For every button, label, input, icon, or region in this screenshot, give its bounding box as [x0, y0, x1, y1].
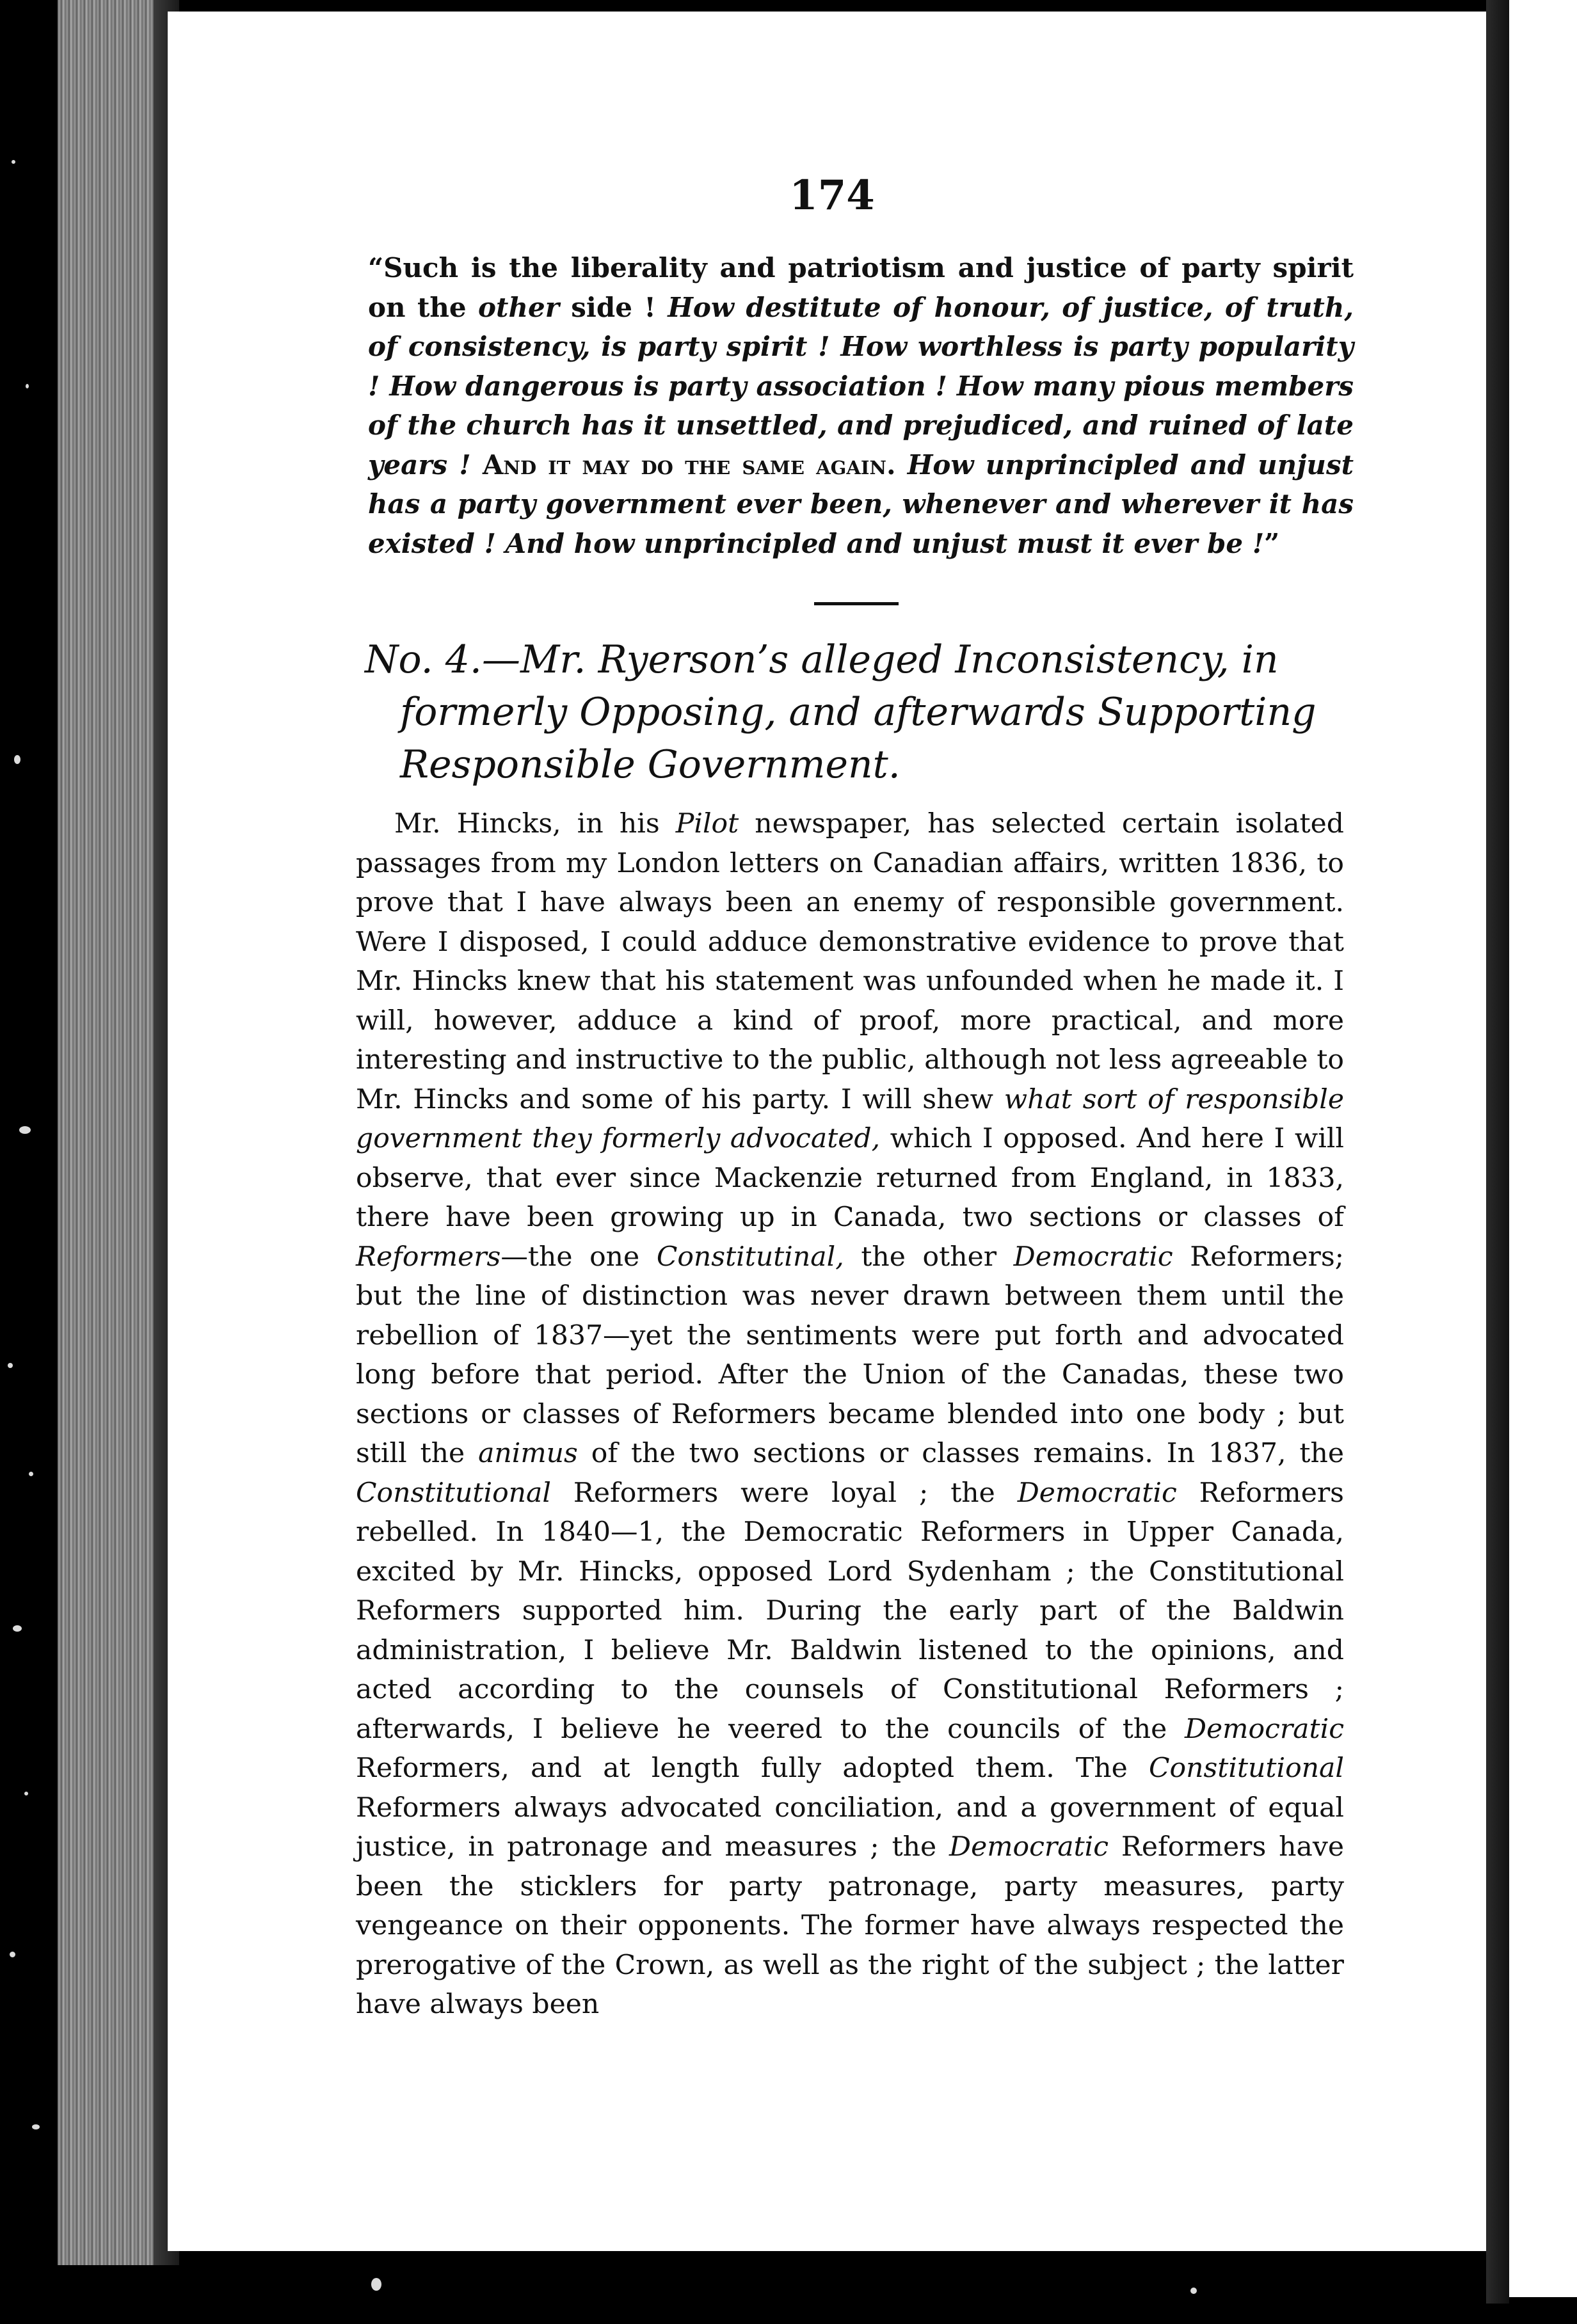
text-run: Mr. Hincks, in his	[394, 808, 676, 840]
section-heading	[365, 633, 1354, 791]
heading-line-3: Responsible Government.	[400, 742, 901, 787]
text-run: of the two sections or classes remains. In 1837, the	[577, 1438, 1344, 1469]
text-run: Democratic	[949, 1831, 1109, 1863]
text-run: Reformers rebelled. In 1840—1, the Democratic Reformers in Upper Canada, excited by Mr. Hincks, opposed Lord Sydenham ; the Constitutional Reformers supported him. During the early part of the Baldwin administration, I believe Mr. Baldwin listened to the opinions, and acted according to the counsels of Constitutional Reformers ; afterwards, I believe he veered to the councils of the	[356, 1477, 1344, 1745]
facing-page-edge	[1509, 0, 1577, 2297]
quoted-passage	[368, 248, 1354, 563]
scan-speck	[19, 1126, 31, 1134]
text-run: Constitutional	[356, 1477, 551, 1509]
text-run: And it may do the same again.	[482, 449, 896, 481]
text-run: Democratic	[1017, 1477, 1177, 1509]
scan-speck	[12, 160, 15, 164]
text-run: which I opposed. And here I will observe, that ever since Mackenzie returned from England, in 1833, there have been growing up in Canada, two sections or classes of	[356, 1123, 1344, 1233]
scan-speck	[371, 2278, 381, 2291]
scan-speck	[26, 384, 29, 388]
text-run: Reformers were loyal ; the	[550, 1477, 1018, 1509]
text-run: Constitutional	[1149, 1753, 1344, 1784]
text-run: other	[478, 291, 559, 323]
text-run: the other	[844, 1241, 1014, 1273]
text-run: How unprincipled and unjust has a party government ever been, whenever and wherever it has existed ! And how unprincipled and unjust must it ever be !	[368, 449, 1354, 559]
book-gutter	[1486, 0, 1509, 2304]
text-run: —the one	[500, 1241, 657, 1273]
scan-speck	[8, 1363, 13, 1368]
text-run	[896, 449, 908, 481]
section-divider-rule	[814, 602, 899, 605]
text-run: Reformers always advocated conciliation, and a government of equal justice, in patronage and measures ; the	[356, 1792, 1344, 1863]
scan-speck	[1190, 2288, 1197, 2294]
text-run: Constitutinal,	[656, 1241, 844, 1273]
page-number: 174	[789, 171, 875, 219]
text-run: Reformers have been the sticklers for party patronage, party measures, party vengeance on their opponents. The former have always respected the prerogative of the Crown, as well as the right of the subject ; the latter have always been	[356, 1831, 1344, 2020]
heading-line-2: formerly Opposing, and afterwards Supporting	[400, 690, 1317, 735]
scan-speck	[14, 755, 20, 764]
text-run: Reformers	[356, 1241, 501, 1273]
text-run: Democratic	[1184, 1713, 1344, 1745]
text-run: Democratic	[1013, 1241, 1173, 1273]
text-run: ”	[1264, 527, 1280, 559]
text-run: newspaper, has selected certain isolated passages from my London letters on Canadian affairs, written 1836, to prove that I have always been an enemy of responsible government. Were I disposed, I could adduce demonstrative evidence to prove that Mr. Hincks knew that his statement was unfounded when he made it. I will, however, adduce a kind of proof, more practical, and more interesting and instructive to the public, although not less agreeable to Mr. Hincks and some of his party. I will shew	[356, 808, 1344, 1115]
text-run: what sort of responsible government they formerly advocated,	[356, 1083, 1344, 1154]
scan-speck	[10, 1952, 15, 1957]
text-run: Reformers; but the line of distinction was never drawn between them until the rebellion of 1837—yet the sentiments were put forth and advocated long before that period. After the Union of the Canadas, these two sections or classes of Reformers became blended into one body ; but still the	[356, 1241, 1344, 1469]
text-run: How destitute of honour, of justice, of truth, of consistency, is party spirit ! How worthless is party popularity ! How dangerous is party association ! How many pious members of the church has it unsettled, and prejudiced, and ruined of late years !	[368, 291, 1354, 481]
body-paragraph	[356, 804, 1344, 2025]
scan-speck	[29, 1472, 33, 1476]
scan-speck	[13, 1625, 22, 1632]
text-run: Reformers, and at length fully adopted them. The	[356, 1753, 1149, 1784]
text-run: animus	[478, 1438, 578, 1469]
scan-speck	[32, 2124, 40, 2129]
text-run: “Such is the liberality and patriotism and justice of party spirit on the	[368, 252, 1354, 323]
text-run: Pilot	[675, 808, 739, 840]
heading-line-1: No. 4.—Mr. Ryerson’s alleged Inconsistency, in	[365, 637, 1279, 682]
scan-speck	[24, 1792, 28, 1795]
text-run: side !	[559, 291, 668, 323]
